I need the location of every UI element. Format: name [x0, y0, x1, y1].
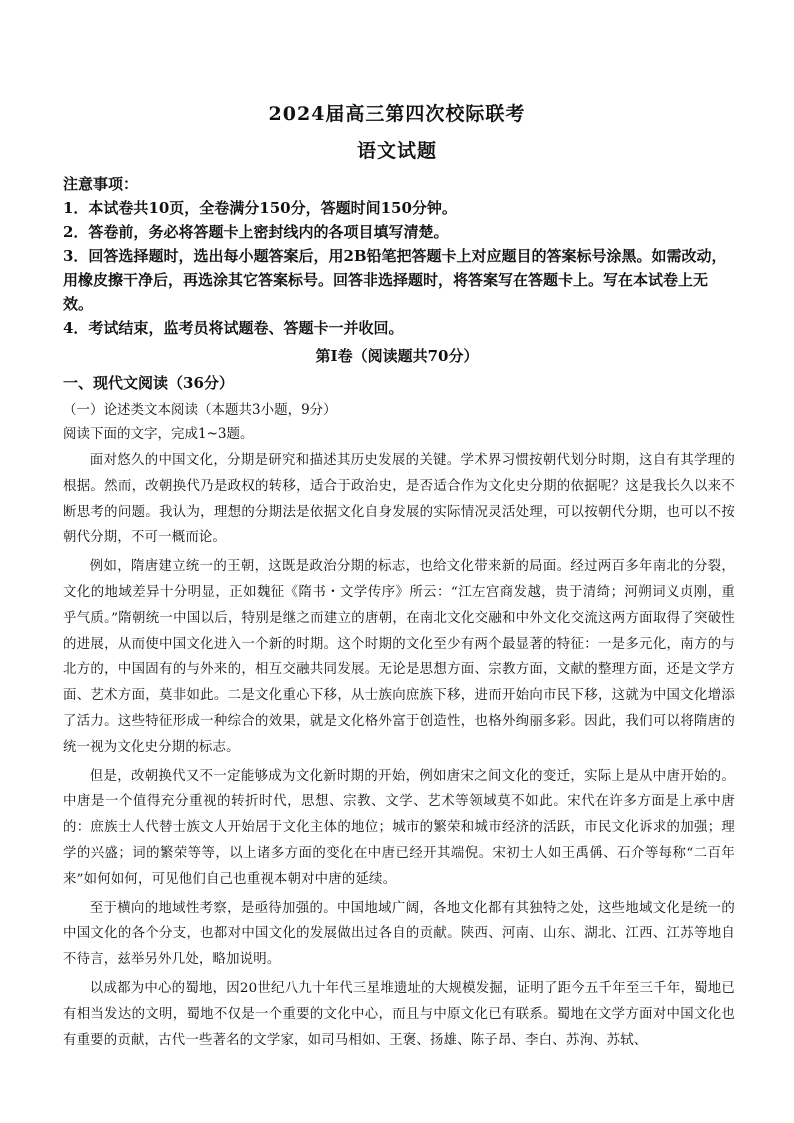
exam-title: 2024届高三第四次校际联考	[268, 103, 526, 125]
passage	[63, 448, 735, 1056]
passage-paragraph: 面对悠久的中国文化，分期是研究和描述其历史发展的关键。学术界习惯按朝代划分时期，这自有其学理的根据。然而，改朝换代乃是政权的转移，适合于政治史，是否适合作为文化史分期的依据呢？这是我长久以来不断思考的问题。我认为，理想的分期法是依据文化自身发展的实际情况灵活处理，可以按朝代分期，也可以不按朝代分期，不可一概而论。	[63, 453, 735, 546]
passage-paragraph: 但是，改朝换代又不一定能够成为文化新时期的开始，例如唐宋之间文化的变迁，实际上是从中唐开始的。中唐是一个值得充分重视的转折时代，思想、宗教、文学、艺术等领域莫不如此。宋代在许多方面是上承中唐的：庶族士人代替士族文人开始居于文化主体的地位；城市的繁荣和城市经济的活跃，市民文化诉求的加强；理学的兴盛；词的繁荣等等，以上诸多方面的变化在中唐已经开其端倪。宋初士人如王禹偁、石介等每称“二百年来”如何如何，可见他们自己也重视本朝对中唐的延续。	[63, 768, 735, 887]
passage-paragraph: 例如，隋唐建立统一的王朝，这既是政治分期的标志，也给文化带来新的局面。经过两百多年南北的分裂，文化的地域差异十分明显，正如魏征《隋书・文学传序》所云：“江左宫商发越，贵于清绮；河朔词义贞刚，重乎气质。”隋朝统一中国以后，特别是继之而建立的唐朝，在南北文化交融和中外文化交流这两方面取得了突破性的进展，从而使中国文化进入一个新的时期。这个时期的文化至少有两个最显著的特征：一是多元化，南方的与北方的，中国固有的与外来的，相互交融共同发展。无论是思想方面、宗教方面，文献的整理方面，还是文学方面、艺术方面，莫非如此。二是文化重心下移，从士族向庶族下移，进而开始向市民下移，这就为中国文化增添了活力。这些特征形成一种综合的效果，就是文化格外富于创造性，也格外绚丽多彩。因此，我们可以将隋唐的统一视为文化史分期的标志。	[63, 559, 735, 755]
notes-item: 1．本试卷共10页，全卷满分150分，答题时间150分钟。	[63, 199, 457, 217]
section-subheading: （一）论述类文本阅读（本题共3小题，9分）	[63, 402, 337, 418]
notes-item: 4．考试结束，监考员将试题卷、答题卡一并收回。	[63, 319, 404, 337]
passage-paragraph: 至于横向的地域性考察，是亟待加强的。中国地域广阔，各地文化都有其独特之处，这些地域文化是统一的中国文化的各个分支，也都对中国文化的发展做出过各自的贡献。陕西、河南、山东、湖北、江西、江苏等地自不待言，兹举另外几处，略加说明。	[63, 900, 735, 968]
passage-paragraph: 以成都为中心的蜀地，因20世纪八九十年代三星堆遗址的大规模发掘，证明了距今五千年至三千年，蜀地已有相当发达的文明，蜀地不仅是一个重要的文化中心，而且与中原文化已有联系。蜀地在文学方面对中国文化也有重要的贡献，古代一些著名的文学家，如司马相如、王褒、扬雄、陈子昂、李白、苏洵、苏轼、	[63, 980, 735, 1048]
exam-subtitle: 语文试题	[356, 140, 437, 162]
section-instruction: 阅读下面的文字，完成1~3题。	[63, 426, 254, 442]
notes-item: 3．回答选择题时，选出每小题答案后，用2B铅笔把答题卡上对应题目的答案标号涂黑。如需改动，用橡皮擦干净后，再选涂其它答案标号。回答非选择题时，将答案写在答题卡上。写在本试卷上无效。	[63, 247, 727, 313]
part-title: 第Ⅰ卷（阅读题共70分）	[315, 347, 479, 365]
section-heading: 一、现代文阅读（36分）	[63, 374, 234, 392]
notes-block	[63, 172, 735, 340]
notes-heading: 注意事项：	[63, 175, 139, 193]
notes-item: 2．答卷前，务必将答题卡上密封线内的各项目填写清楚。	[63, 223, 449, 241]
